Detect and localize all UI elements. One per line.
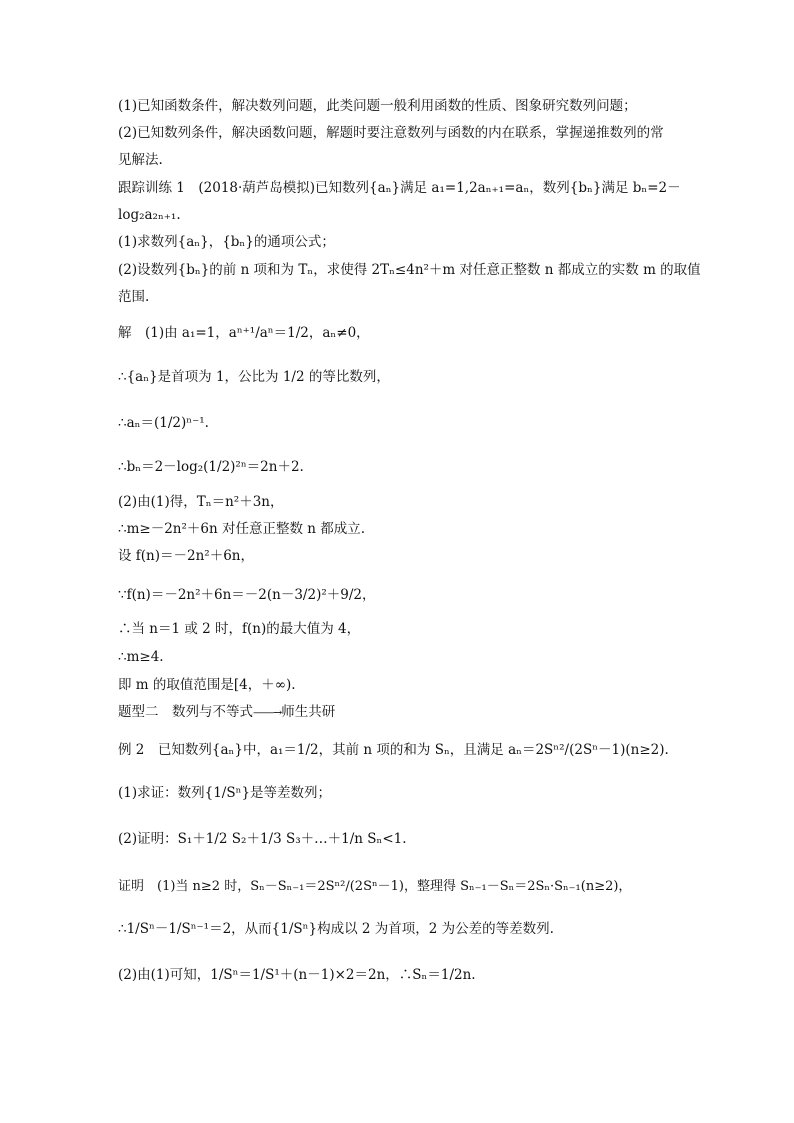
proof-line-1: 证明 (1)当 n≥2 时，Sₙ－Sₙ₋₁＝2Sⁿ²/(2Sⁿ－1)，整理得 Sₙ₋₁－Sₙ＝2Sₙ·Sₙ₋₁(n≥2)， [118,879,632,894]
exercise-heading: 跟踪训练 1 (2018·葫芦岛模拟)已知数列{aₙ}满足 a₁=1,2aₙ₊₁=aₙ，数列{bₙ}满足 bₙ=2－ [118,180,681,196]
solution-line-11: 即 m 的取值范围是[4，＋∞). [118,677,296,693]
solution-line-8: ∵f(n)＝－2n²＋6n＝－2(n－3/2)²＋9/2， [118,587,376,603]
text-line-6: (1)求数列{aₙ}，{bₙ}的通项公式； [118,234,335,250]
proof-line-3: (2)由(1)可知，1/Sⁿ＝1/S¹＋(n－1)×2＝2n，∴Sₙ＝1/2n. [118,967,476,983]
solution-line-5: (2)由(1)得，Tₙ＝n²＋3n， [118,494,284,510]
text-line-3: 见解法. [118,152,163,168]
section-title: 题型二 数列与不等式 [118,704,253,720]
text-line-7: (2)设数列{bₙ}的前 n 项和为 Tₙ，求使得 2Tₙ≤4n²＋m 对任意正整数 n 都成立的实数 m 的取值 [118,262,701,278]
example-heading: 例 2 已知数列{aₙ}中，a₁＝1/2，其前 n 项的和为 Sₙ，且满足 aₙ＝2Sⁿ²/(2Sⁿ－1)(n≥2). [118,742,669,758]
solution-line-9: ∴当 n＝1 或 2 时，f(n)的最大值为 4， [118,621,361,637]
example-part-2: (2)证明：S₁＋1/2 S₂＋1/3 S₃＋…＋1/n Sₙ<1. [118,831,407,847]
example-part-1: (1)求证：数列{1/Sⁿ}是等差数列； [118,785,332,801]
solution-line-4: ∴bₙ＝2－log₂(1/2)²ⁿ＝2n＋2. [118,459,304,475]
text-line-8: 范围. [118,289,150,305]
solution-line-3: ∴aₙ＝(1/2)ⁿ⁻¹. [118,415,209,431]
section-heading [118,703,335,722]
solution-line-2: ∴{aₙ}是首项为 1，公比为 1/2 的等比数列， [118,369,390,385]
solution-line-7: 设 f(n)＝－2n²＋6n， [118,548,254,564]
section-tag: 师生共研 [281,704,336,720]
solution-line-6: ∴m≥－2n²＋6n 对任意正整数 n 都成立. [118,521,366,537]
solution-line-1: 解 (1)由 a₁=1，aⁿ⁺¹/aⁿ＝1/2，aₙ≠0， [118,325,370,341]
text-line-1: (1)已知函数条件，解决数列问题，此类问题一般利用函数的性质、图象研究数列问题； [118,98,637,114]
solution-line-10: ∴m≥4. [118,649,164,665]
text-line-2: (2)已知数列条件，解决函数问题，解题时要注意数列与函数的内在联系，掌握递推数列的常 [118,125,664,141]
text-line-5: log₂a₂ₙ₊₁. [118,207,181,223]
proof-line-2: ∴1/Sⁿ－1/Sⁿ⁻¹＝2，从而{1/Sⁿ}构成以 2 为首项，2 为公差的等差数列. [118,921,554,937]
arrow-icon: ——→ [253,706,282,719]
